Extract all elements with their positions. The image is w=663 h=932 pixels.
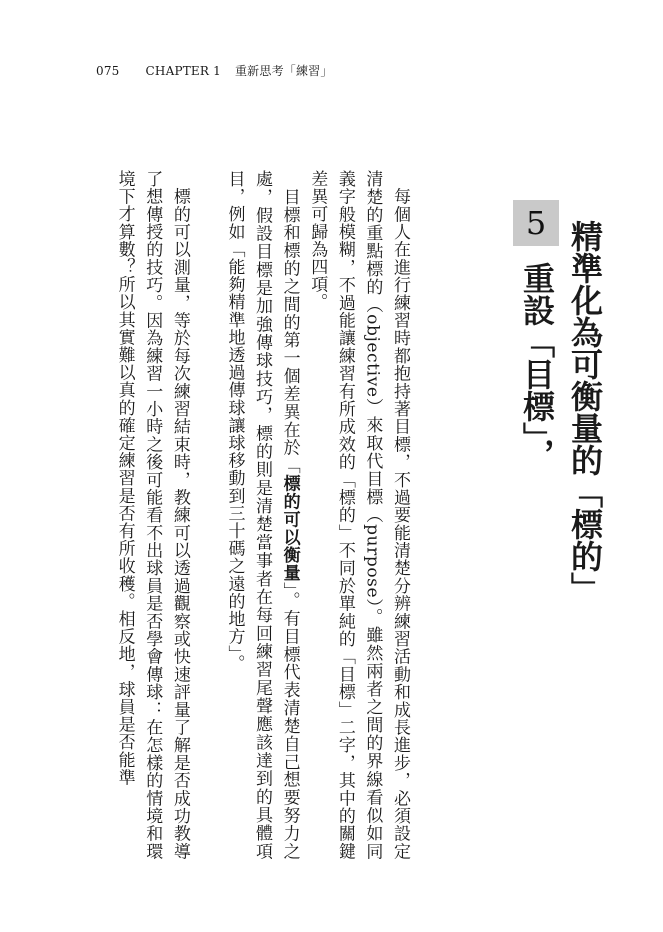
chapter-label: CHAPTER 1 [145,64,221,78]
section-title [519,262,555,470]
page-number: 075 [96,64,120,78]
running-header [96,62,333,79]
body-text [83,170,413,860]
paragraph-2 [220,170,303,860]
section-title-line-2: 精準化為可衡量的「標的」 [566,220,604,604]
p2-emphasis: 標的可以衡量 [279,474,300,583]
p2-line-1b: 」。有目標代表清楚自己想要努 [279,582,300,825]
p2-line-2: 力之處，假設目標是加強傳球技巧，標的則是清楚當事者在每回練習尾聲應該達到的具 [252,170,300,861]
section-number: 5 [525,204,547,242]
p1-line-4: 關鍵差異可歸為四項。 [307,170,355,860]
p3-line-3: 境和環境下才算數？所以其實難以真的確定練習是否有所收穫。相反地，球員是否能準 [114,170,163,860]
p3-line-2: 教導了想傳授的技巧。因為練習一小時之後可能看不出球員是否學會傳球：在怎樣的情 [142,170,190,860]
p1-line-2: 設定清楚的重點標的（objective）來取代目標（purpose）。雖然兩者之間的界線看似如 [362,170,410,860]
paragraph-1 [303,170,413,860]
paragraph-3 [110,170,193,860]
p2-line-1a: 目標和標的之間的第一個差異在於「 [279,170,300,475]
p3-line-1: 標的可以測量，等於每次練習結束時，教練可以透過觀察或快速評量了解是否成功 [169,170,190,825]
chapter-title: 重新思考「練習」 [234,64,333,78]
p1-line-1: 每個人在進行練習時都抱持著目標，不過要能清楚分辨練習活動和成長進步，必須 [390,170,410,825]
p1-line-3: 同義字般模糊，不過能讓練習有所成效的「標的」不同於單純的「目標」二字，其中的 [334,170,383,860]
section-title-line-1: 重設「目標」， [518,262,556,470]
section-title-line-2-wrap [567,220,603,604]
section-number-badge [513,200,559,246]
p2-line-3: 體項目，例如「能夠精準地透過傳球讓球移動到三十碼之遠的地方」。 [224,170,273,860]
